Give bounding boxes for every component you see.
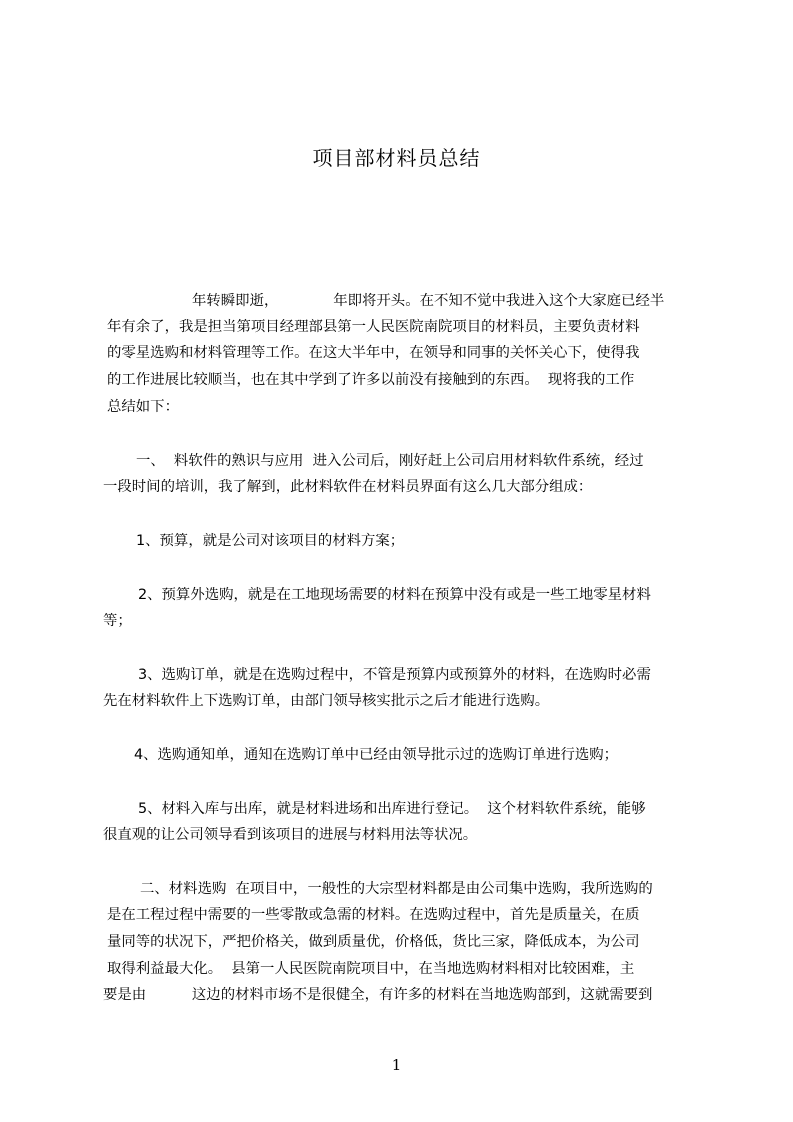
page-title: 项目部材料员总结 xyxy=(312,146,481,170)
body-line: 2、预算外选购，就是在工地现场需要的材料在预算中没有或是一些工地零星材料 xyxy=(138,587,651,603)
body-line: 的工作进展比较顺当，也在其中学到了许多以前没有接触到的东西。 现将我的工作 xyxy=(107,372,635,388)
body-line: 年转瞬即逝， 年即将开头。在不知不觉中我进入这个大家庭已经半 xyxy=(192,293,665,309)
body-line: 先在材料软件上下选购订单，由部门领导核实批示之后才能进行选购。 xyxy=(103,693,550,709)
body-line: 量同等的状况下，严把价格关，做到质量优，价格低，货比三家，降低成本，为公司 xyxy=(107,934,640,950)
body-line: 二、材料选购 在项目中，一般性的大宗型材料都是由公司集中选购，我所选购的 xyxy=(140,881,653,897)
body-line: 一段时间的培训，我了解到，此材料软件在材料员界面有这么几大部分组成： xyxy=(103,479,593,495)
body-line: 总结如下： xyxy=(107,399,179,415)
body-line: 取得利益最大化。 县第一人民医院南院项目中，在当地选购材料相对比较困难，主 xyxy=(107,961,635,977)
body-line: 一、 料软件的熟识与应用 进入公司后，刚好赶上公司启用材料软件系统，经过 xyxy=(136,453,644,469)
body-line: 要是由 这边的材料市场不是很健全，有许多的材料在当地选购部到，这就需要到 xyxy=(103,987,653,1003)
body-line: 等； xyxy=(103,613,132,629)
body-line: 1、预算，就是公司对该项目的材料方案； xyxy=(136,533,405,549)
page-number: 1 xyxy=(391,1056,402,1074)
body-line: 5、材料入库与出库，就是材料进场和出库进行登记。 这个材料软件系统，能够 xyxy=(138,801,646,817)
body-line: 3、选购订单，就是在选购过程中，不管是预算内或预算外的材料，在选购时必需 xyxy=(138,667,651,683)
body-line: 很直观的让公司领导看到该项目的进展与材料用法等状况。 xyxy=(103,827,478,843)
body-line: 4、选购通知单，通知在选购订单中已经由领导批示过的选购订单进行选购； xyxy=(134,747,619,763)
body-line: 年有余了，我是担当第项目经理部县第一人民医院南院项目的材料员，主要负责材料 xyxy=(107,319,640,335)
body-line: 的零星选购和材料管理等工作。在这大半年中，在领导和同事的关怀关心下，使得我 xyxy=(107,345,640,361)
body-line: 是在工程过程中需要的一些零散或急需的材料。在选购过程中，首先是质量关，在质 xyxy=(107,907,640,923)
